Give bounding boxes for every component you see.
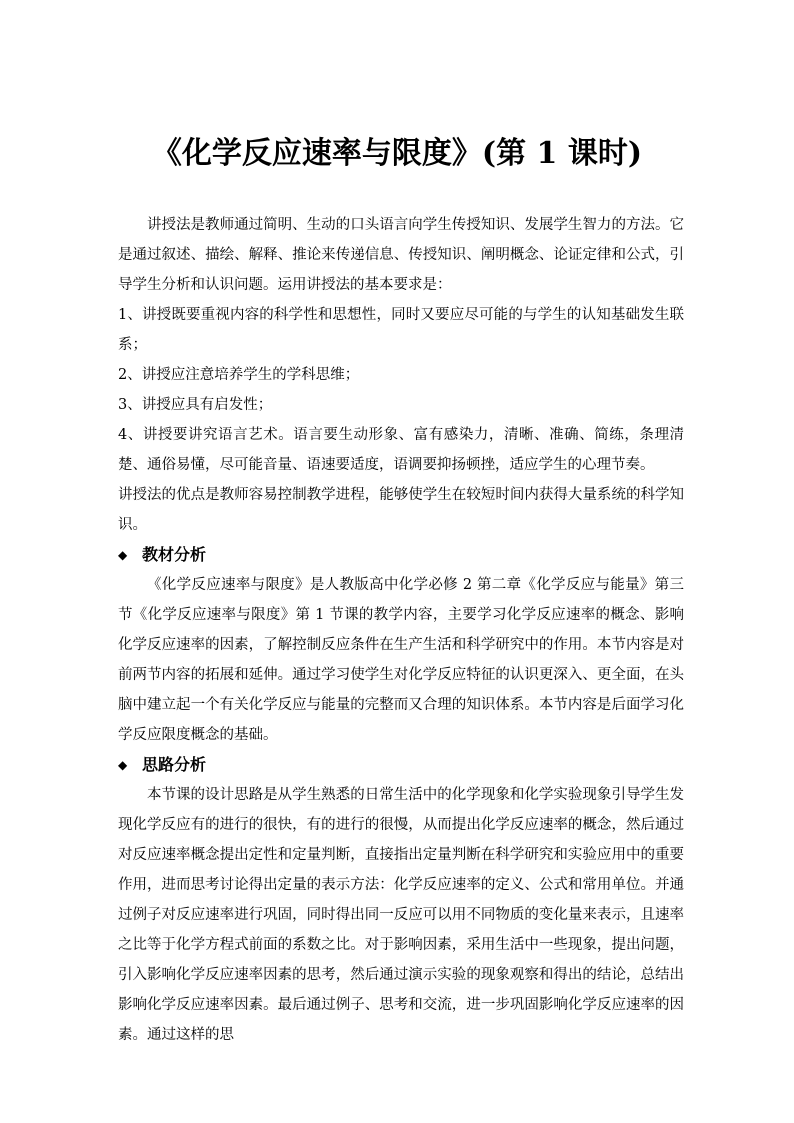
section-heading-text: 教材分析: [142, 545, 207, 564]
page-title: 《化学反应速率与限度》(第 1 课时): [151, 136, 643, 171]
diamond-bullet-icon: ◆: [118, 548, 128, 562]
section-heading: [118, 540, 684, 570]
section-paragraph: 《化学反应速率与限度》是人教版高中化学必修 2 第二章《化学反应与能量》第三节《化学反应速率与限度》第 1 节课的教学内容，主要学习化学反应速率的概念、影响化学反应速率的因素，了解控制反应条件在生产生活和科学研究中的作用。本节内容是对前两节内容的拓展和延伸。通过学习使学生对化学反应特征的认识更深入、更全面，在头脑中建立起一个有关化学反应与能量的完整而又合理的知识体系。本节内容是后面学习化学反应限度概念的基础。: [118, 577, 684, 743]
section-heading-text: 思路分析: [142, 755, 207, 774]
requirement-item: 2、讲授应注意培养学生的学科思维；: [118, 367, 360, 383]
section-textbook-analysis: [118, 540, 684, 750]
document-body: [118, 210, 684, 1050]
advantage-paragraph: 讲授法的优点是教师容易控制教学进程，能够使学生在较短时间内获得大量系统的科学知识。: [118, 487, 684, 533]
section-paragraph: 本节课的设计思路是从学生熟悉的日常生活中的化学现象和化学实验现象引导学生发现化学反应有的进行的很快，有的进行的很慢，从而提出化学反应速率的概念，然后通过对反应速率概念提出定性和定量判断，直接指出定量判断在科学研究和实验应用中的重要作用，进而思考讨论得出定量的表示方法：化学反应速率的定义、公式和常用单位。并通过例子对反应速率进行巩固，同时得出同一反应可以用不同物质的变化量来表示，且速率之比等于化学方程式前面的系数之比。对于影响因素，采用生活中一些现象，提出问题，引入影响化学反应速率因素的思考，然后通过演示实验的现象观察和得出的结论，总结出影响化学反应速率因素。最后通过例子、思考和交流，进一步巩固影响化学反应速率的因素。通过这样的思: [118, 787, 684, 1043]
diamond-bullet-icon: ◆: [118, 758, 128, 772]
requirement-item: 3、讲授应具有启发性；: [118, 397, 273, 413]
requirement-item: 1、讲授既要重视内容的科学性和思想性，同时又要应尽可能的与学生的认知基础发生联系；: [118, 307, 684, 353]
section-heading: [118, 750, 684, 780]
requirement-item: 4、讲授要讲究语言艺术。语言要生动形象、富有感染力，清晰、准确、简练，条理清楚、通俗易懂，尽可能音量、语速要适度，语调要抑扬顿挫，适应学生的心理节奏。: [118, 427, 684, 473]
intro-paragraph: 讲授法是教师通过简明、生动的口头语言向学生传授知识、发展学生智力的方法。它是通过叙述、描绘、解释、推论来传递信息、传授知识、阐明概念、论证定律和公式，引导学生分析和认识问题。运用讲授法的基本要求是：: [118, 217, 684, 293]
section-approach-analysis: [118, 750, 684, 1050]
